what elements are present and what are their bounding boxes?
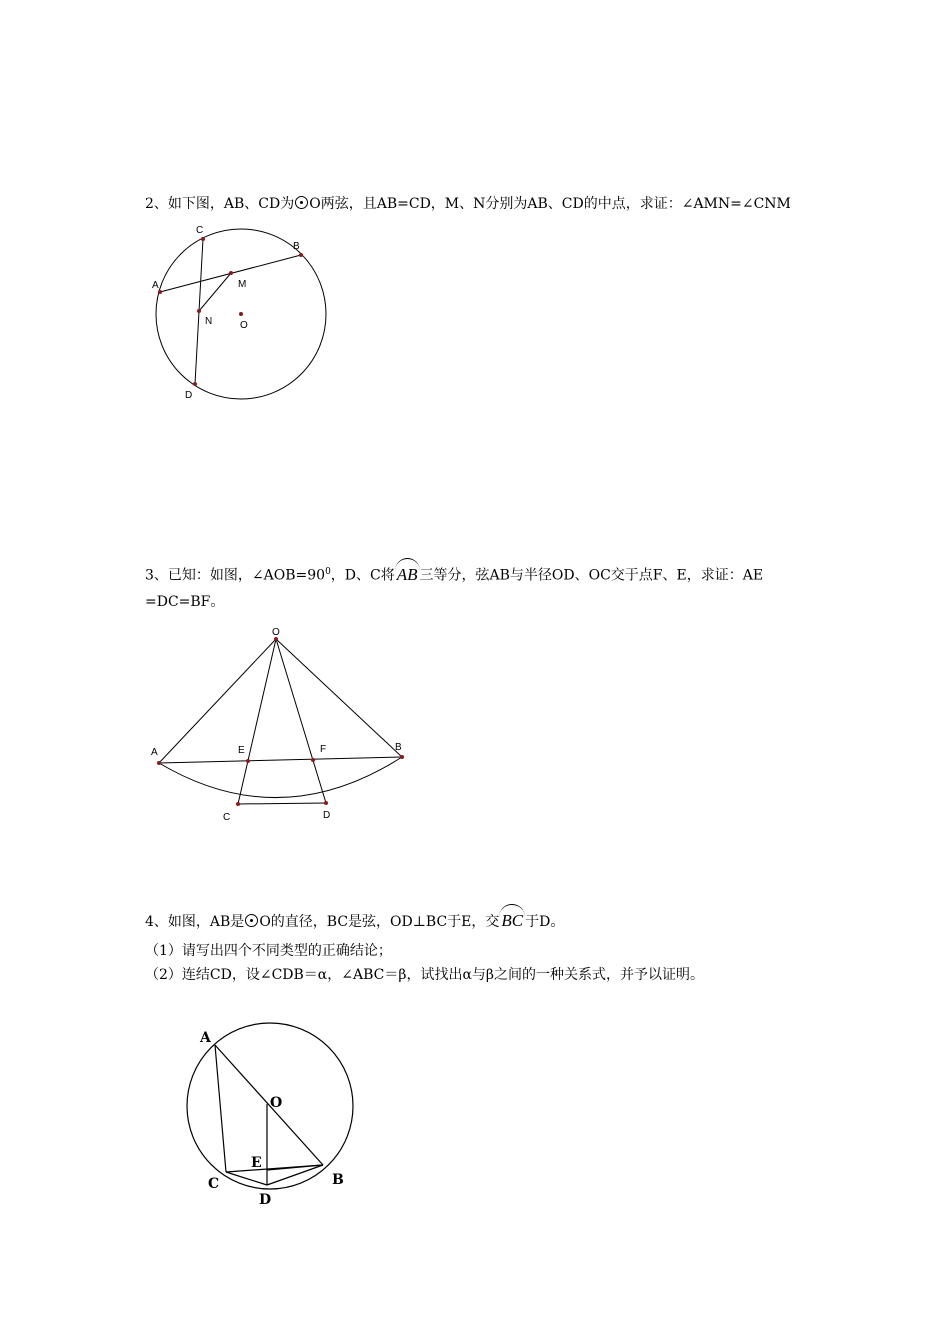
p2-label-a: A bbox=[152, 280, 159, 291]
p3-label-b: B bbox=[395, 742, 402, 753]
p3-radius-oc bbox=[238, 639, 276, 804]
p2-segment-mn bbox=[199, 273, 231, 311]
p3-label-c: C bbox=[223, 812, 231, 823]
p3-point-e bbox=[246, 759, 250, 763]
p2-label-m: M bbox=[238, 279, 247, 290]
p2-label-b: B bbox=[293, 241, 300, 252]
p4-text-a: 4、如图，AB是 bbox=[145, 914, 245, 930]
problem-3-statement bbox=[145, 563, 763, 585]
p3-text-a: 3、已知：如图，∠AOB=90 bbox=[145, 567, 326, 584]
problem-2-figure bbox=[140, 220, 340, 410]
problem-4-sub2 bbox=[145, 966, 704, 984]
p3-arc-ab: AB bbox=[396, 564, 418, 584]
p4-label-d: D bbox=[259, 1192, 272, 1208]
p3-point-a bbox=[157, 761, 161, 765]
p2-point-n bbox=[197, 309, 201, 313]
p4-text-c: 于D。 bbox=[525, 914, 565, 930]
p3-degree-sup: 0 bbox=[325, 567, 331, 577]
p4-chord-ac bbox=[215, 1045, 226, 1172]
p4-segment-cd bbox=[226, 1172, 267, 1185]
p3-label-d: D bbox=[323, 810, 331, 821]
p3-chord-cd bbox=[238, 803, 326, 804]
p3-text-d: =DC=BF。 bbox=[145, 594, 225, 610]
p2-label-n: N bbox=[205, 316, 213, 327]
p2-point-m bbox=[229, 271, 233, 275]
p3-point-c bbox=[236, 802, 240, 806]
p3-radius-od bbox=[276, 639, 326, 803]
problem-2-statement bbox=[145, 195, 791, 213]
problem-4-figure bbox=[180, 1020, 370, 1220]
p4-label-o: O bbox=[270, 1095, 283, 1111]
p4-diameter-ab bbox=[215, 1045, 323, 1165]
p2-point-b bbox=[299, 253, 303, 257]
problem-4-statement bbox=[145, 912, 564, 931]
p4-label-e: E bbox=[251, 1155, 262, 1171]
p3-text-c: 三等分，弦AB与半径OD、OC交于点F、E，求证：AE bbox=[419, 567, 764, 584]
p3-label-e: E bbox=[238, 745, 245, 756]
p3-radius-ob bbox=[276, 639, 402, 757]
p4-text-b: O的直径，BC是弦，OD⊥BC于E，交 bbox=[259, 914, 500, 930]
problem-3-statement-cont bbox=[145, 593, 224, 611]
p3-label-o: O bbox=[272, 627, 280, 638]
p3-text-b: ，D、C将 bbox=[330, 567, 395, 584]
p3-point-b bbox=[400, 755, 404, 759]
p2-text-a: 2、如下图，AB、CD为 bbox=[145, 196, 295, 212]
p4-sub2-text: （2）连结CD，设∠CDB＝α，∠ABC＝β，试找出α与β之间的一种关系式，并予以证明。 bbox=[145, 967, 704, 983]
p3-chord-ab bbox=[159, 757, 402, 763]
p2-text-b: O两弦，且AB=CD，M、N分别为AB、CD的中点，求证：∠AMN=∠CNM bbox=[309, 196, 791, 212]
p4-sub1-text: （1）请写出四个不同类型的正确结论； bbox=[145, 943, 392, 959]
p4-label-c: C bbox=[208, 1176, 220, 1192]
p3-label-a: A bbox=[151, 747, 158, 758]
p2-label-c: C bbox=[196, 225, 204, 236]
p3-radius-oa bbox=[159, 639, 276, 763]
p3-point-d bbox=[324, 801, 328, 805]
p2-point-c bbox=[201, 237, 205, 241]
p2-label-o: O bbox=[240, 320, 248, 331]
p3-point-f bbox=[311, 758, 315, 762]
p4-arc-bc: BC bbox=[501, 911, 524, 930]
p2-label-d: D bbox=[185, 390, 193, 401]
p3-label-f: F bbox=[320, 744, 327, 755]
p4-label-b: B bbox=[332, 1172, 344, 1188]
problem-3-figure bbox=[140, 620, 420, 830]
circle-dot-icon bbox=[245, 914, 258, 927]
problem-4-sub1 bbox=[145, 942, 392, 960]
p4-label-a: A bbox=[200, 1030, 211, 1046]
p3-arc-ab bbox=[159, 757, 402, 798]
circle-dot-icon bbox=[295, 196, 308, 209]
p2-point-d bbox=[193, 382, 197, 386]
p2-point-o bbox=[239, 312, 243, 316]
